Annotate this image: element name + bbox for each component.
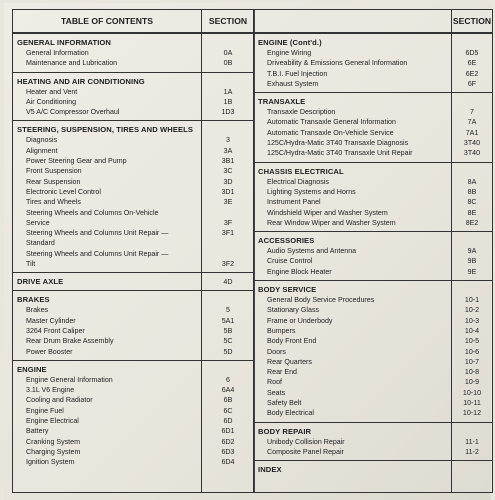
toc-entry	[13, 426, 254, 436]
toc-section-number: 6E2	[465, 69, 479, 78]
toc-entry	[254, 305, 492, 315]
toc-entry	[13, 238, 254, 248]
toc-group-title: ENGINE (Cont'd.)	[258, 38, 322, 47]
toc-section-number: 11-2	[465, 447, 479, 456]
toc-entry-label: Maintenance and Lubrication	[26, 59, 118, 68]
toc-header-right	[254, 10, 492, 34]
toc-entry-label: Power Steering Gear and Pump	[26, 157, 127, 166]
toc-entry	[13, 336, 254, 346]
toc-entry-label: Windshield Wiper and Washer System	[267, 208, 388, 217]
toc-section-number: 10-7	[464, 357, 480, 366]
toc-group-title: STEERING, SUSPENSION, TIRES AND WHEELS	[17, 125, 194, 135]
toc-group	[254, 93, 492, 162]
toc-entry-label: Doors	[267, 347, 286, 356]
toc-right-column	[253, 9, 493, 493]
toc-entry	[13, 385, 254, 395]
toc-entry-label: 3264 Front Caliper	[26, 326, 85, 335]
toc-entry	[254, 246, 492, 256]
toc-entry	[13, 48, 254, 58]
toc-entry-label: Engine General Information	[26, 375, 113, 384]
toc-section-number: 10-6	[464, 347, 480, 356]
toc-entry-label: Power Booster	[26, 347, 73, 356]
toc-section-number: 6D5	[465, 49, 479, 57]
toc-entry-label: Engine Wiring	[267, 49, 312, 57]
toc-section-number: 10-5	[464, 337, 480, 346]
toc-entry	[254, 208, 492, 218]
section-column-header: SECTION	[451, 10, 492, 32]
toc-entry	[13, 156, 254, 166]
toc-entry-label: Body Front End	[267, 337, 317, 346]
toc-section-number: 8A	[467, 177, 477, 186]
toc-section-number: 3B1	[221, 157, 235, 166]
toc-entry-label: Charging System	[26, 447, 81, 456]
toc-group-title: GENERAL INFORMATION	[17, 38, 112, 47]
toc-entry-label: Rear Window Wiper and Washer System	[267, 218, 396, 227]
toc-header-left	[13, 10, 254, 34]
toc-entry-label: Seats	[267, 388, 286, 397]
toc-section-number: 0A	[223, 49, 233, 57]
toc-section-number: 1A	[223, 87, 233, 96]
toc-entry-label: Master Cylinder	[26, 316, 76, 325]
toc-section-number: 5D	[223, 347, 233, 356]
toc-section-number: 6B	[223, 396, 233, 405]
toc-entry	[254, 256, 492, 266]
toc-entry	[254, 48, 492, 58]
manual-page	[4, 3, 491, 500]
toc-entry	[13, 249, 254, 259]
toc-section-number: 6D3	[221, 447, 235, 456]
toc-section-number: 9E	[467, 267, 477, 276]
toc-section-number: 7	[470, 108, 474, 117]
toc-entry	[13, 326, 254, 336]
toc-entry-label: Alignment	[26, 146, 58, 155]
toc-section-number: 5C	[223, 337, 233, 346]
toc-section-number: 1D3	[221, 108, 235, 117]
toc-entry-label: Cruise Control	[267, 257, 313, 266]
toc-entry-label: Ignition System	[26, 458, 75, 467]
toc-entry-label: Bumpers	[267, 326, 296, 335]
toc-entry	[13, 395, 254, 405]
toc-entry-label: Electronic Level Control	[26, 187, 101, 196]
toc-group	[254, 232, 492, 281]
toc-section-number: 5B	[223, 326, 233, 335]
toc-group	[254, 461, 492, 478]
toc-entry	[13, 437, 254, 447]
toc-section-number: 1B	[223, 97, 233, 106]
toc-entry-label: Cooling and Radiator	[26, 396, 93, 405]
toc-section-number: 8C	[467, 198, 477, 207]
toc-entry-label: Frame or Underbody	[267, 316, 333, 325]
toc-group-title: TRANSAXLE	[258, 97, 306, 107]
toc-group	[254, 34, 492, 93]
toc-section-number: 8E2	[465, 218, 479, 227]
toc-section-number: 10-10	[462, 388, 482, 397]
toc-section-number: 10-12	[462, 409, 482, 418]
toc-section-number: 11-1	[465, 437, 479, 446]
toc-entry	[13, 447, 254, 457]
toc-entry	[13, 218, 254, 228]
toc-section-number: 6A4	[221, 386, 235, 395]
toc-section-number	[202, 249, 254, 259]
toc-entry	[13, 316, 254, 326]
toc-entry-label: Stationary Glass	[267, 306, 320, 315]
toc-entry-label: Air Conditioning	[26, 97, 77, 106]
toc-section-number: 9B	[467, 257, 477, 266]
toc-entry-label: Steering Wheels and Columns Unit Repair —	[26, 229, 169, 238]
toc-section-number: 8E	[467, 208, 477, 217]
toc-group-title: BRAKES	[17, 295, 50, 305]
toc-group-title: ACCESSORIES	[258, 236, 315, 246]
toc-entry-label: 125C/Hydra-Matic 3T40 Transaxle Diagnosis	[267, 139, 409, 148]
toc-group	[13, 361, 254, 471]
toc-group-title: CHASSIS ELECTRICAL	[258, 166, 344, 176]
toc-section-number	[202, 208, 254, 218]
toc-section-number: 3D1	[221, 187, 235, 196]
toc-group	[254, 163, 492, 232]
toc-entry-label: Lighting Systems and Horns	[267, 187, 356, 196]
toc-entry-label: Automatic Transaxle On-Vehicle Service	[267, 128, 394, 137]
toc-section-number: 7A1	[465, 128, 479, 137]
toc-entry-label: Body Electrical	[267, 409, 314, 418]
toc-entry	[254, 107, 492, 117]
toc-section-number: 10-1	[464, 296, 480, 305]
toc-entry	[254, 197, 492, 207]
toc-section-number: 6E	[467, 59, 477, 68]
toc-entry	[13, 259, 254, 269]
toc-section-number: 3C	[223, 167, 233, 176]
toc-section-number: 10-11	[463, 399, 481, 408]
toc-section-number: 3D	[223, 177, 233, 186]
toc-entry	[254, 447, 492, 457]
toc-entry	[13, 208, 254, 218]
toc-section-number: 3F1	[221, 229, 235, 238]
toc-group	[13, 73, 254, 122]
toc-section-number	[202, 238, 254, 248]
toc-entry	[13, 375, 254, 385]
toc-entry-label: Composite Panel Repair	[267, 447, 344, 456]
toc-entry	[13, 228, 254, 238]
toc-group	[13, 34, 254, 73]
toc-entry-label: Automatic Transaxle General Information	[267, 118, 396, 127]
toc-section-number: 0B	[223, 59, 233, 68]
toc-entry-label: Engine Fuel	[26, 406, 64, 415]
toc-entry	[254, 357, 492, 367]
toc-entry	[13, 87, 254, 97]
toc-entry	[254, 295, 492, 305]
toc-entry	[254, 177, 492, 187]
toc-section-number: 3T40	[463, 149, 481, 158]
toc-section-number: 3E	[223, 198, 233, 207]
toc-entry	[254, 69, 492, 79]
toc-left-column	[12, 9, 255, 493]
toc-section-number: 6C	[223, 406, 233, 415]
toc-entry-label: Rear Quarters	[267, 357, 312, 366]
toc-group-title: DRIVE AXLE	[17, 277, 64, 287]
toc-section-number: 6D4	[221, 458, 235, 467]
toc-entry	[13, 406, 254, 416]
toc-entry-label: Diagnosis	[26, 136, 58, 145]
toc-entry	[254, 218, 492, 228]
toc-entry-label: Rear Drum Brake Assembly	[26, 337, 114, 346]
toc-entry-label: Engine Electrical	[26, 417, 79, 426]
toc-entry-label: Heater and Vent	[26, 87, 78, 96]
toc-entry	[13, 166, 254, 176]
toc-entry-label: Rear Suspension	[26, 177, 81, 186]
toc-entry-label: Battery	[26, 427, 49, 436]
toc-entry-label: Steering Wheels and Columns On-Vehicle	[26, 208, 159, 217]
toc-group	[254, 281, 492, 423]
toc-entry	[254, 79, 492, 89]
toc-section-number: 10-9	[464, 378, 480, 387]
toc-group-title: BODY REPAIR	[258, 426, 312, 436]
toc-entry-label: Rear End	[267, 368, 297, 377]
toc-group-title: BODY SERVICE	[258, 285, 317, 295]
toc-entry	[254, 347, 492, 357]
toc-group-title: ENGINE	[17, 364, 47, 374]
toc-entry	[254, 367, 492, 377]
toc-entry-label: T.B.I. Fuel Injection	[267, 69, 328, 78]
toc-entry-label: Instrument Panel	[267, 198, 321, 207]
toc-entry	[13, 107, 254, 117]
toc-entry-label: 125C/Hydra-Matic 3T40 Transaxle Unit Repair	[267, 149, 413, 158]
toc-entry	[254, 128, 492, 138]
toc-group	[13, 291, 254, 360]
toc-entry-label: 3.1L V6 Engine	[26, 386, 75, 395]
toc-section-number: 3	[226, 136, 230, 145]
toc-entry-label: Steering Wheels and Columns Unit Repair —	[26, 249, 169, 258]
toc-entry-label: Safety Belt	[267, 399, 302, 408]
toc-entry	[254, 316, 492, 326]
toc-entry-label: Audio Systems and Antenna	[267, 247, 357, 256]
toc-entry-label: General Information	[26, 49, 89, 57]
toc-entry-label: V5 A/C Compressor Overhaul	[26, 108, 120, 117]
toc-entry	[254, 58, 492, 68]
toc-entry	[254, 408, 492, 418]
toc-section-number: 8B	[467, 187, 477, 196]
toc-group-title: INDEX	[258, 465, 282, 475]
toc-entry-label: Standard	[26, 239, 55, 248]
toc-group	[254, 423, 492, 462]
toc-entry	[254, 267, 492, 277]
toc-entry	[13, 305, 254, 315]
toc-section-number: 3A	[223, 146, 233, 155]
toc-entry-label: Roof	[267, 378, 282, 387]
toc-section-number: 10-3	[464, 316, 480, 325]
toc-section-number: 4D	[223, 278, 233, 287]
toc-entry-label: Tilt	[26, 260, 36, 269]
toc-entry	[254, 388, 492, 398]
toc-section-number: 5	[226, 306, 230, 315]
toc-entry	[13, 146, 254, 156]
toc-entry-label: Transaxle Description	[267, 108, 336, 117]
toc-entry-label: Service	[26, 218, 50, 227]
toc-entry-label: Electrical Diagnosis	[267, 177, 329, 186]
toc-entry	[254, 117, 492, 127]
toc-entry-label: Unibody Collision Repair	[267, 437, 345, 446]
toc-entry	[13, 197, 254, 207]
toc-entry	[254, 187, 492, 197]
toc-entry	[254, 326, 492, 336]
toc-entry-label: Driveability & Emissions General Information	[267, 59, 408, 68]
toc-entry-label: Engine Block Heater	[267, 267, 332, 276]
toc-section-number: 6D1	[221, 427, 235, 436]
toc-entry	[254, 148, 492, 158]
toc-section-number: 3F	[223, 218, 233, 227]
toc-entry	[13, 58, 254, 68]
toc-group	[13, 121, 254, 273]
toc-entry	[13, 135, 254, 145]
toc-entry-label: Exhaust System	[267, 79, 319, 88]
toc-entry	[13, 347, 254, 357]
toc-entry	[13, 457, 254, 467]
toc-section-number: 9A	[467, 247, 477, 256]
toc-entry-label: Cranking System	[26, 437, 81, 446]
toc-section-number: 6D2	[221, 437, 235, 446]
toc-section-number: 6	[226, 375, 230, 384]
toc-entry	[13, 97, 254, 107]
toc-entry	[13, 187, 254, 197]
toc-entry-label: General Body Service Procedures	[267, 296, 375, 305]
toc-entry	[254, 377, 492, 387]
toc-section-number: 6D	[223, 417, 233, 426]
toc-section-number: 10-8	[464, 368, 480, 377]
toc-section-number: 10-2	[464, 306, 480, 315]
toc-section-number: 7A	[467, 118, 477, 127]
toc-title: TABLE OF CONTENTS	[61, 16, 153, 26]
toc-entry	[254, 138, 492, 148]
toc-section-number: 3F2	[221, 260, 235, 269]
toc-entry	[254, 336, 492, 346]
toc-group	[13, 273, 254, 291]
toc-section-number: 6F	[467, 79, 477, 88]
toc-entry	[254, 437, 492, 447]
section-column-header: SECTION	[201, 10, 254, 32]
toc-entry-label: Tires and Wheels	[26, 198, 81, 207]
toc-group-title: HEATING AND AIR CONDITIONING	[17, 76, 145, 86]
toc-section-number: 5A1	[221, 316, 235, 325]
toc-entry-label: Brakes	[26, 306, 49, 315]
toc-section-number: 10-4	[464, 326, 480, 335]
toc-entry	[13, 416, 254, 426]
toc-entry-label: Front Suspension	[26, 167, 82, 176]
toc-entry	[13, 177, 254, 187]
toc-entry	[254, 398, 492, 408]
toc-section-number: 3T40	[463, 139, 481, 148]
